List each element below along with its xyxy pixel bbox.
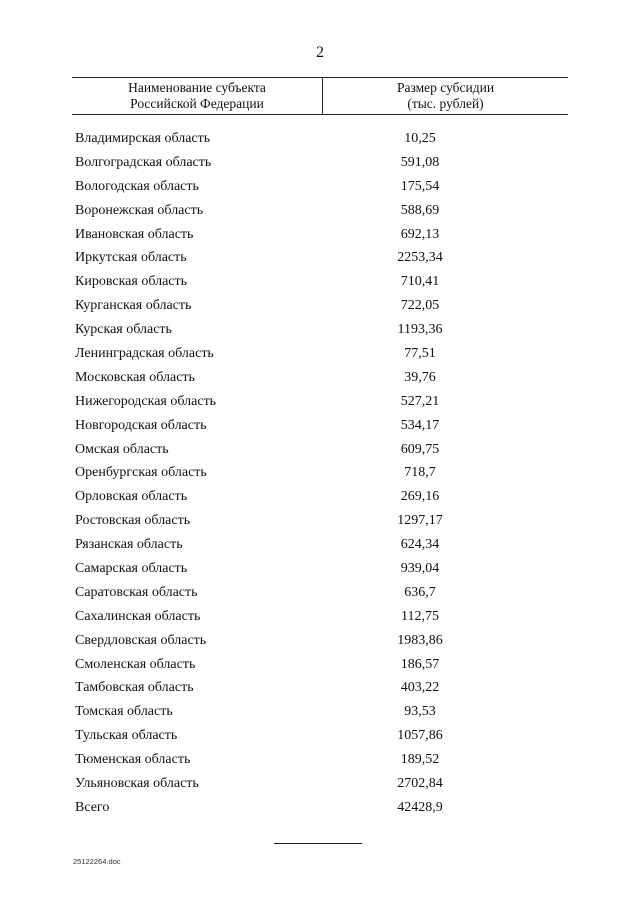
region-name: Свердловская область: [75, 632, 207, 648]
region-name: Оренбургская область: [75, 465, 207, 481]
header-region-line-2: Российской Федерации: [130, 96, 264, 111]
subsidy-amount: 939,04: [400, 561, 440, 577]
region-name: Вологодская область: [75, 178, 199, 194]
table-row: [75, 676, 545, 700]
table-row: [75, 342, 545, 366]
subsidy-amount: 591,08: [400, 154, 440, 170]
region-name: Орловская область: [75, 489, 188, 505]
table-row: [75, 127, 545, 151]
subsidy-amount: 722,05: [400, 298, 440, 314]
header-subsidy-column: [323, 80, 568, 112]
table-row: [75, 438, 545, 462]
table-row: [75, 223, 545, 247]
table-row: [75, 199, 545, 223]
subsidy-amount: 2702,84: [397, 776, 443, 792]
region-name: Владимирская область: [75, 131, 211, 146]
table-row: [75, 414, 545, 438]
subsidy-amount: 2253,34: [397, 250, 443, 266]
subsidy-amount: 93,53: [404, 704, 436, 720]
subsidy-amount: 1193,36: [397, 322, 443, 338]
table-row: [75, 318, 545, 342]
header-region-column: [72, 80, 322, 112]
document-file-name: 25122264.doc: [73, 857, 121, 866]
region-name: Воронежская область: [75, 202, 204, 218]
subsidy-amount: 175,54: [400, 178, 440, 194]
region-name: Самарская область: [75, 561, 188, 577]
table-row: [75, 246, 545, 270]
subsidy-table-body: [75, 127, 545, 820]
table-row: [75, 557, 545, 581]
subsidy-amount: 609,75: [400, 441, 440, 457]
table-row: [75, 653, 545, 677]
subsidy-amount: 112,75: [401, 608, 439, 624]
subsidy-amount: 692,13: [400, 226, 440, 242]
subsidy-amount: 588,69: [400, 202, 440, 218]
region-name: Ростовская область: [75, 513, 191, 529]
region-name: Волгоградская область: [75, 154, 212, 170]
region-name: Нижегородская область: [75, 393, 217, 409]
table-row: [75, 175, 545, 199]
region-name: Омская область: [75, 441, 169, 457]
region-name: Кировская область: [75, 274, 188, 290]
table-row: [75, 366, 545, 390]
region-name: Тамбовская область: [75, 680, 194, 696]
table-row: [75, 294, 545, 318]
region-name: Курская область: [75, 322, 172, 338]
region-name: Сахалинская область: [75, 608, 201, 624]
table-row: [75, 390, 545, 414]
footer-separator-line: [274, 843, 362, 844]
region-name: Иркутская область: [75, 250, 187, 266]
region-name: Новгородская область: [75, 417, 207, 433]
table-row: [75, 796, 545, 820]
subsidy-amount: 636,7: [404, 584, 436, 600]
subsidy-amount: 77,51: [404, 346, 436, 362]
region-name: Московская область: [75, 369, 195, 385]
subsidy-amount: 1057,86: [397, 728, 443, 744]
table-row: [75, 485, 545, 509]
region-name: Всего: [75, 799, 110, 815]
subsidy-amount: 527,21: [400, 393, 440, 409]
table-row: [75, 605, 545, 629]
region-name: Смоленская область: [75, 656, 196, 672]
subsidy-amount: 403,22: [400, 680, 440, 696]
region-name: Тульская область: [75, 728, 178, 744]
region-name: Томская область: [75, 704, 173, 720]
table-row: [75, 629, 545, 653]
table-row: [75, 151, 545, 175]
table-row: [75, 700, 545, 724]
subsidy-amount: 1297,17: [397, 513, 443, 529]
subsidy-amount: 534,17: [400, 417, 440, 433]
table-row: [75, 581, 545, 605]
region-name: Ульяновская область: [75, 776, 199, 792]
table-row: [75, 533, 545, 557]
table-header: [72, 77, 568, 115]
table-row: [75, 461, 545, 485]
subsidy-amount: 710,41: [400, 274, 440, 290]
region-name: Тюменская область: [75, 752, 191, 768]
table-row: [75, 748, 545, 772]
subsidy-amount: 718,7: [404, 465, 436, 481]
region-name: Рязанская область: [75, 537, 183, 553]
subsidy-amount: 1983,86: [397, 632, 443, 648]
table-row: [75, 772, 545, 796]
page-number: 2: [316, 44, 324, 61]
region-name: Курганская область: [75, 298, 192, 314]
subsidy-amount: 39,76: [404, 369, 436, 385]
header-subsidy-line-1: Размер субсидии: [396, 80, 495, 95]
region-name: Ленинградская область: [75, 346, 214, 362]
table-row: [75, 509, 545, 533]
region-name: Ивановская область: [75, 226, 194, 242]
subsidy-amount: 42428,9: [397, 799, 443, 815]
header-subsidy-line-2: (тыс. рублей): [407, 96, 484, 111]
region-name: Саратовская область: [75, 584, 198, 600]
header-region-line-1: Наименование субъекта: [128, 80, 266, 95]
subsidy-amount: 186,57: [400, 656, 440, 672]
subsidy-amount: 624,34: [400, 537, 440, 553]
subsidy-amount: 189,52: [400, 752, 440, 768]
table-row: [75, 724, 545, 748]
subsidy-amount: 10,25: [404, 131, 436, 146]
subsidy-amount: 269,16: [400, 489, 440, 505]
table-row: [75, 270, 545, 294]
